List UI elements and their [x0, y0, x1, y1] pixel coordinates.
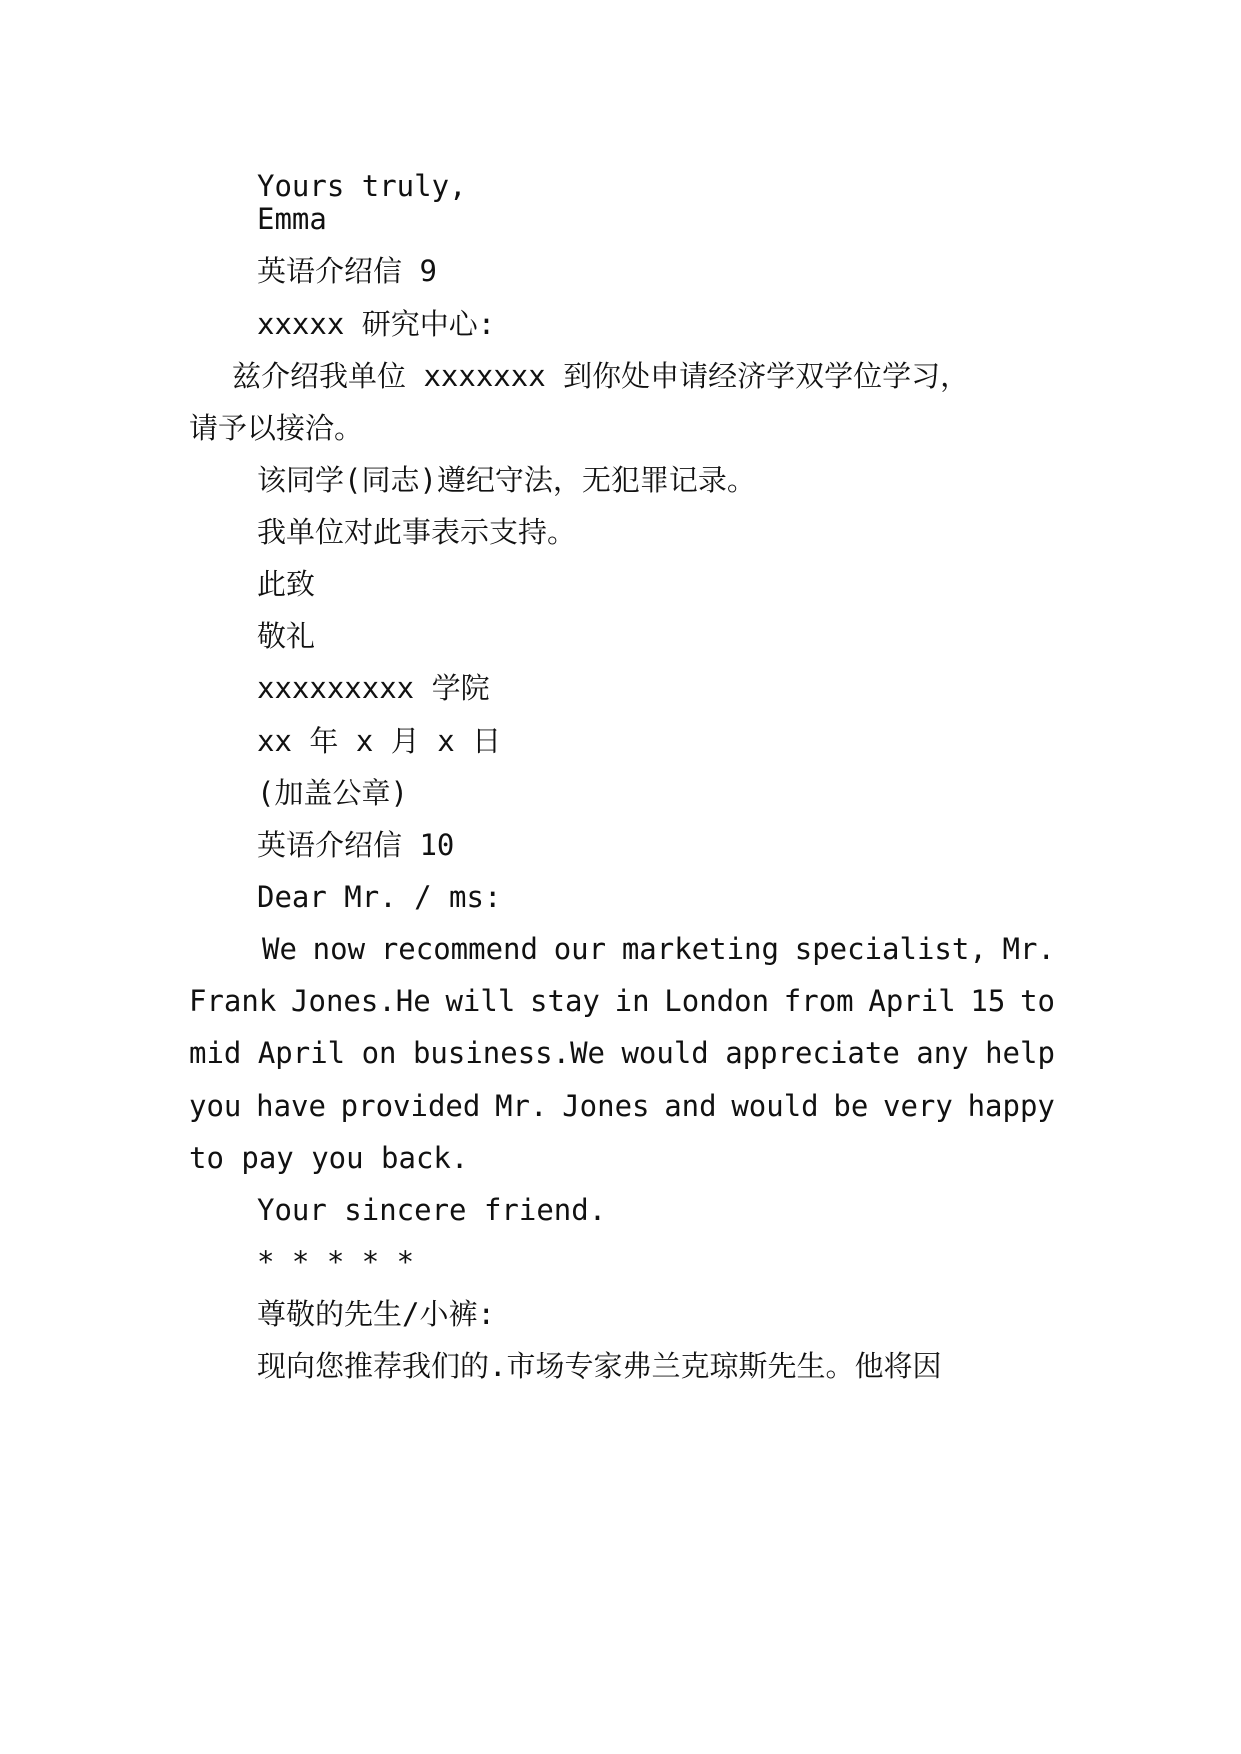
- word: in: [614, 984, 650, 1018]
- body-cn-2-line-1: 现向您推荐我们的.市场专家弗兰克琼斯先生。他将因: [257, 1349, 942, 1383]
- word: any: [916, 1036, 969, 1070]
- word: recommend: [380, 932, 538, 966]
- paragraph-line-2: [189, 981, 1055, 1021]
- word: happy: [967, 1089, 1055, 1123]
- word: from: [783, 984, 854, 1018]
- closing-sincere-friend: Your sincere friend.: [257, 1193, 607, 1227]
- word: to: [1020, 984, 1055, 1018]
- letter-body-line-3: 该同学(同志)遵纪守法，无犯罪记录。: [257, 463, 756, 497]
- word: Mr.: [1002, 932, 1055, 966]
- letter-date: xx 年 x 月 x 日: [257, 724, 502, 758]
- salutation-cn-2: 尊敬的先生/小裤:: [257, 1297, 495, 1331]
- letter-body-line-4: 我单位对此事表示支持。: [257, 515, 577, 549]
- word: stay: [530, 984, 600, 1018]
- word: Jones: [562, 1089, 650, 1123]
- paragraph-line-1: [262, 929, 1055, 969]
- closing-yours-truly: Yours truly,: [257, 169, 467, 203]
- seal-note: (加盖公章): [257, 776, 408, 810]
- word: have: [256, 1089, 326, 1123]
- word: on: [361, 1036, 397, 1070]
- letter-body-line-2: 请予以接洽。: [189, 411, 364, 445]
- signature-name: Emma: [257, 202, 327, 236]
- section-heading-10: 英语介绍信 10: [257, 828, 455, 862]
- word: help: [985, 1036, 1055, 1070]
- section-heading-9: 英语介绍信 9: [257, 254, 437, 288]
- word: marketing: [621, 932, 779, 966]
- word: London: [664, 984, 770, 1018]
- word: would: [621, 1036, 709, 1070]
- closing-jingli: 敬礼: [257, 619, 316, 653]
- word: provided: [340, 1089, 481, 1123]
- letter-body-line-1: 兹介绍我单位 xxxxxxx 到你处申请经济学双学位学习，: [232, 359, 970, 393]
- paragraph-line-4: [189, 1086, 1055, 1126]
- word: appreciate: [725, 1036, 900, 1070]
- word: business.We: [412, 1036, 605, 1070]
- paragraph-line-3: [189, 1033, 1055, 1073]
- word: April: [868, 984, 956, 1018]
- paragraph-line-5: to pay you back.: [189, 1141, 469, 1175]
- letter-salutation-en: Dear Mr. / ms:: [257, 880, 502, 914]
- letter-salutation-cn: xxxxx 研究中心:: [257, 307, 496, 341]
- word: our: [553, 932, 607, 966]
- sender-institution: xxxxxxxxx 学院: [257, 671, 490, 705]
- word: Mr.: [495, 1089, 548, 1123]
- word: you: [189, 1089, 242, 1123]
- word: Jones.He: [291, 984, 431, 1018]
- separator-asterisks: * * * * *: [257, 1245, 415, 1279]
- word: will: [445, 984, 516, 1018]
- word: specialist,: [794, 932, 987, 966]
- word: We: [262, 932, 297, 966]
- word: very: [883, 1089, 953, 1123]
- word: 15: [970, 984, 1006, 1018]
- word: be: [833, 1089, 869, 1123]
- word: April: [257, 1036, 346, 1070]
- word: would: [731, 1089, 819, 1123]
- word: mid: [189, 1036, 242, 1070]
- word: and: [664, 1089, 717, 1123]
- word: Frank: [189, 984, 277, 1018]
- word: now: [312, 932, 366, 966]
- closing-cizhi: 此致: [257, 567, 316, 601]
